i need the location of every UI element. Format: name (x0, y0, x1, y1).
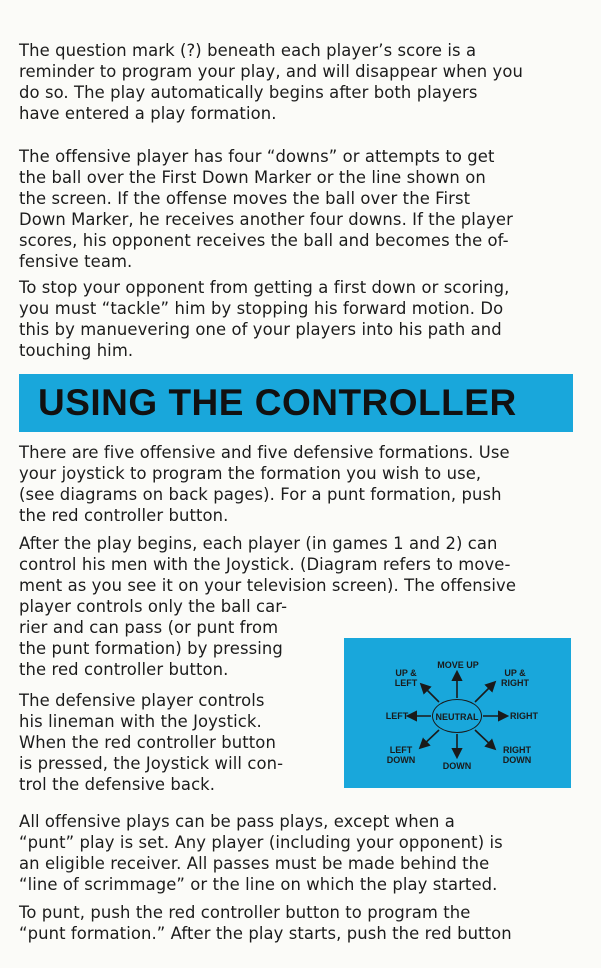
neutral-label: NEUTRAL (432, 699, 482, 733)
paragraph-defensive-control: The defensive player controls his lineman with the Joystick. When the red controller button is pressed, the Joystick will con- trol the defensive back. (19, 691, 284, 794)
move-up-label: MOVE UP (437, 660, 479, 670)
paragraph-pass-plays: All offensive plays can be pass plays, except when a “punt” play is set. Any player (including your opponent) is an eligible receiver. All passes must be made behind the “line of scrimmage” or the line on which the play started. (19, 812, 503, 894)
up-right-label: UP & RIGHT (501, 668, 529, 688)
paragraph-tackle: To stop your opponent from getting a first down or scoring, you must “tackle” him by stopping his forward motion. Do this by manuevering one of your players into his path and touching him. (19, 278, 510, 360)
left-down-label: LEFT DOWN (386, 745, 416, 765)
section-heading: USING THE CONTROLLER (38, 382, 517, 423)
right-down-label: RIGHT DOWN (502, 745, 532, 765)
paragraph-question-mark: The question mark (?) beneath each player’s score is a reminder to program your play, and will disappear when you do so. The play automatically begins after both players have entered a play formation. (19, 41, 523, 123)
paragraph-formations: There are five offensive and five defensive formations. Use your joystick to program the formation you wish to use, (see diagrams on back pages). For a punt formation, push the red controller button. (19, 443, 510, 525)
arrow-down-right (475, 730, 494, 748)
arrow-up-left (422, 685, 439, 702)
up-left-label: UP & LEFT (394, 668, 418, 688)
paragraph-punt: To punt, push the red controller button to program the “punt formation.” After the play starts, push the red button (19, 903, 512, 943)
arrow-down-left (421, 730, 439, 747)
arrow-up-right (475, 683, 494, 702)
right-label: RIGHT (510, 711, 538, 721)
section-banner (19, 374, 573, 432)
left-label: LEFT (385, 711, 409, 721)
paragraph-joystick-control: After the play begins, each player (in games 1 and 2) can control his men with the Joystick. (Diagram refers to move- ment as you see it on your television screen). The offensive player controls only the ball car- rier and can pass (or punt from the punt formation) by pressing the red controller button. (19, 534, 517, 679)
paragraph-downs: The offensive player has four “downs” or attempts to get the ball over the First Down Marker or the line shown on the screen. If the offense moves the ball over the First Down Marker, he receives another four downs. If the player scores, his opponent receives the ball and becomes the of- fensive team. (19, 147, 513, 271)
joystick-diagram (344, 638, 571, 788)
down-label: DOWN (442, 761, 472, 771)
